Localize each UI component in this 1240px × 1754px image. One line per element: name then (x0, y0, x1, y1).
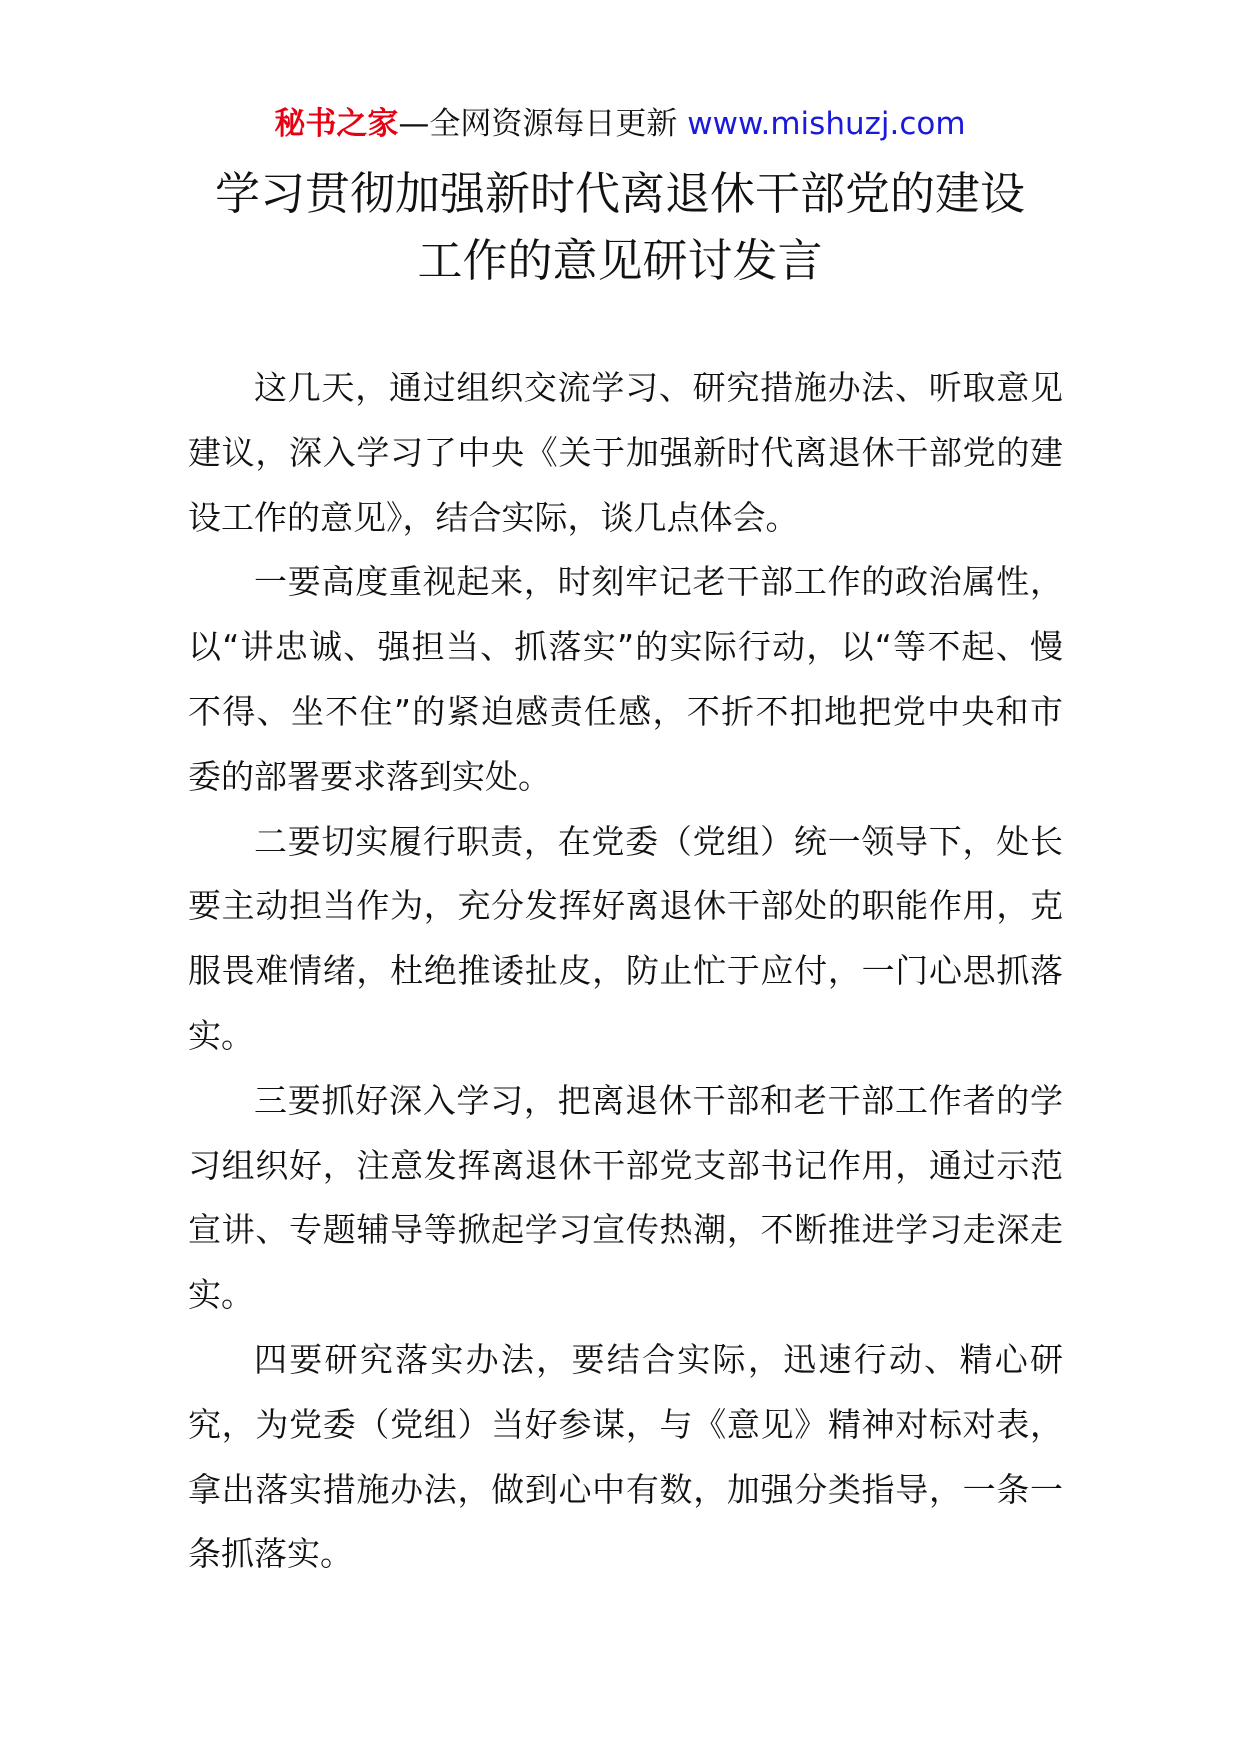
paragraph-point-1: 一要高度重视起来，时刻牢记老干部工作的政治属性，以“讲忠诚、强担当、抓落实”的实际行动，以“等不起、慢不得、坐不住”的紧迫感责任感，不折不扣地把党中央和市委的部署要求落到实处。 (188, 562, 1063, 796)
paragraph-intro: 这几天，通过组织交流学习、研究措施办法、听取意见建议，深入学习了中央《关于加强新时代离退休干部党的建设工作的意见》，结合实际，谈几点体会。 (188, 368, 1063, 537)
title-line-1: 学习贯彻加强新时代离退休干部党的建设 (214, 167, 1025, 220)
title-line-2: 工作的意见研讨发言 (417, 234, 823, 287)
document-body (188, 356, 1063, 1587)
paragraph-point-2: 二要切实履行职责，在党委（党组）统一领导下，处长要主动担当作为，充分发挥好离退休干部处的职能作用，克服畏难情绪，杜绝推诿扯皮，防止忙于应付，一门心思抓落实。 (188, 821, 1063, 1055)
header-slogan: —全网资源每日更新 (398, 106, 688, 142)
brand-name: 秘书之家 (274, 106, 399, 142)
watermark-header (0, 98, 1240, 150)
paragraph-point-3: 三要抓好深入学习，把离退休干部和老干部工作者的学习组织好，注意发挥离退休干部党支部书记作用，通过示范宣讲、专题辅导等掀起学习宣传热潮，不断推进学习走深走实。 (188, 1080, 1063, 1315)
document-title (0, 160, 1240, 294)
website-link[interactable]: www.mishuzj.com (687, 106, 966, 142)
paragraph-point-4: 四要研究落实办法，要结合实际，迅速行动、精心研究，为党委（党组）当好参谋，与《意见》精神对标对表，拿出落实措施办法，做到心中有数，加强分类指导，一条一条抓落实。 (188, 1339, 1063, 1574)
